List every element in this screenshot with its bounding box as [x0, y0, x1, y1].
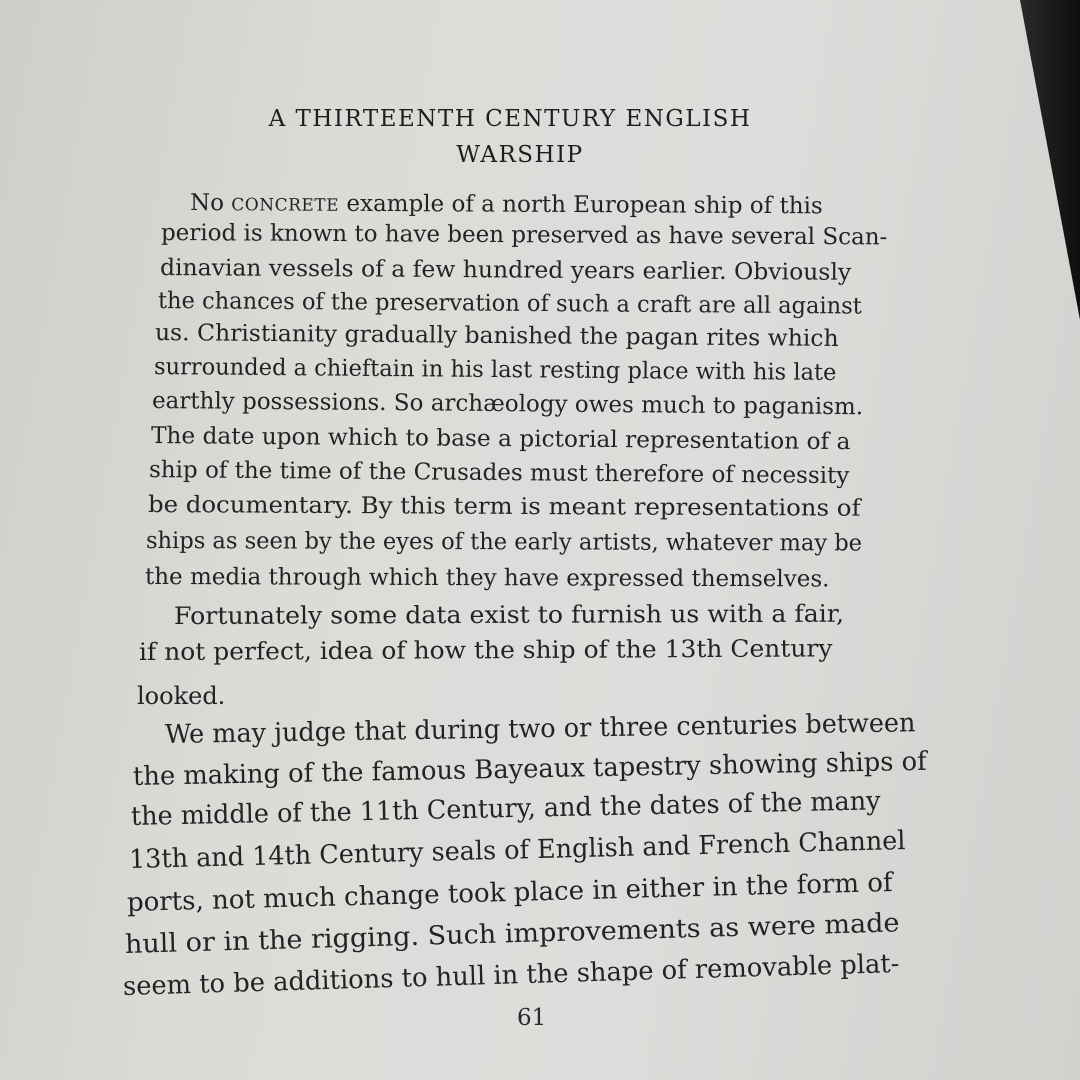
chapter-heading-line-2: WARSHIP: [456, 142, 584, 168]
initial-word: No: [189, 190, 225, 217]
text-line: looked.: [137, 682, 226, 710]
text-line: if not perfect, idea of how the ship of the 13th Century: [138, 634, 833, 666]
page-number: 61: [517, 1005, 547, 1031]
text-line: 13th and 14th Century seals of English and French Channel: [128, 826, 906, 875]
chapter-heading-line-1: A THIRTEENTH CENTURY ENGLISH: [268, 106, 752, 132]
text-line: us. Christianity gradually banished the pagan rites which: [154, 320, 839, 352]
text-line: the middle of the 11th Century, and the dates of the many: [130, 786, 881, 832]
text-line: We may judge that during two or three centuries between: [164, 708, 916, 750]
line-text: example of a north European ship of this: [339, 190, 823, 220]
text-line: seem to be additions to hull in the shape of removable plat-: [122, 948, 900, 1002]
small-caps-word: CONCRETE: [231, 195, 340, 216]
text-line: hull or in the rigging. Such improvements as were made: [124, 908, 900, 960]
text-line: earthly possessions. So archæology owes much to paganism.: [151, 388, 864, 421]
text-line: dinavian vessels of a few hundred years earlier. Obviously: [159, 255, 852, 286]
text-line: be documentary. By this term is meant representations of: [147, 492, 861, 522]
text-line: ports, not much change took place in either in the form of: [126, 867, 893, 918]
text-line: surrounded a chieftain in his last resting place with his late: [153, 354, 837, 386]
text-line: [190, 192, 823, 218]
text-line: the making of the famous Bayeaux tapestry showing ships of: [132, 746, 927, 792]
text-line: period is known to have been preserved as have several Scan-: [160, 220, 888, 251]
text-line: ship of the time of the Crusades must therefore of necessity: [148, 457, 850, 490]
text-line: ships as seen by the eyes of the early artists, whatever may be: [145, 528, 863, 557]
text-line: The date upon which to base a pictorial representation of a: [150, 423, 851, 456]
text-line: the media through which they have expressed themselves.: [144, 564, 830, 593]
text-line: Fortunately some data exist to furnish us with a fair,: [173, 599, 845, 630]
text-line: the chances of the preservation of such a craft are all against: [157, 288, 862, 320]
